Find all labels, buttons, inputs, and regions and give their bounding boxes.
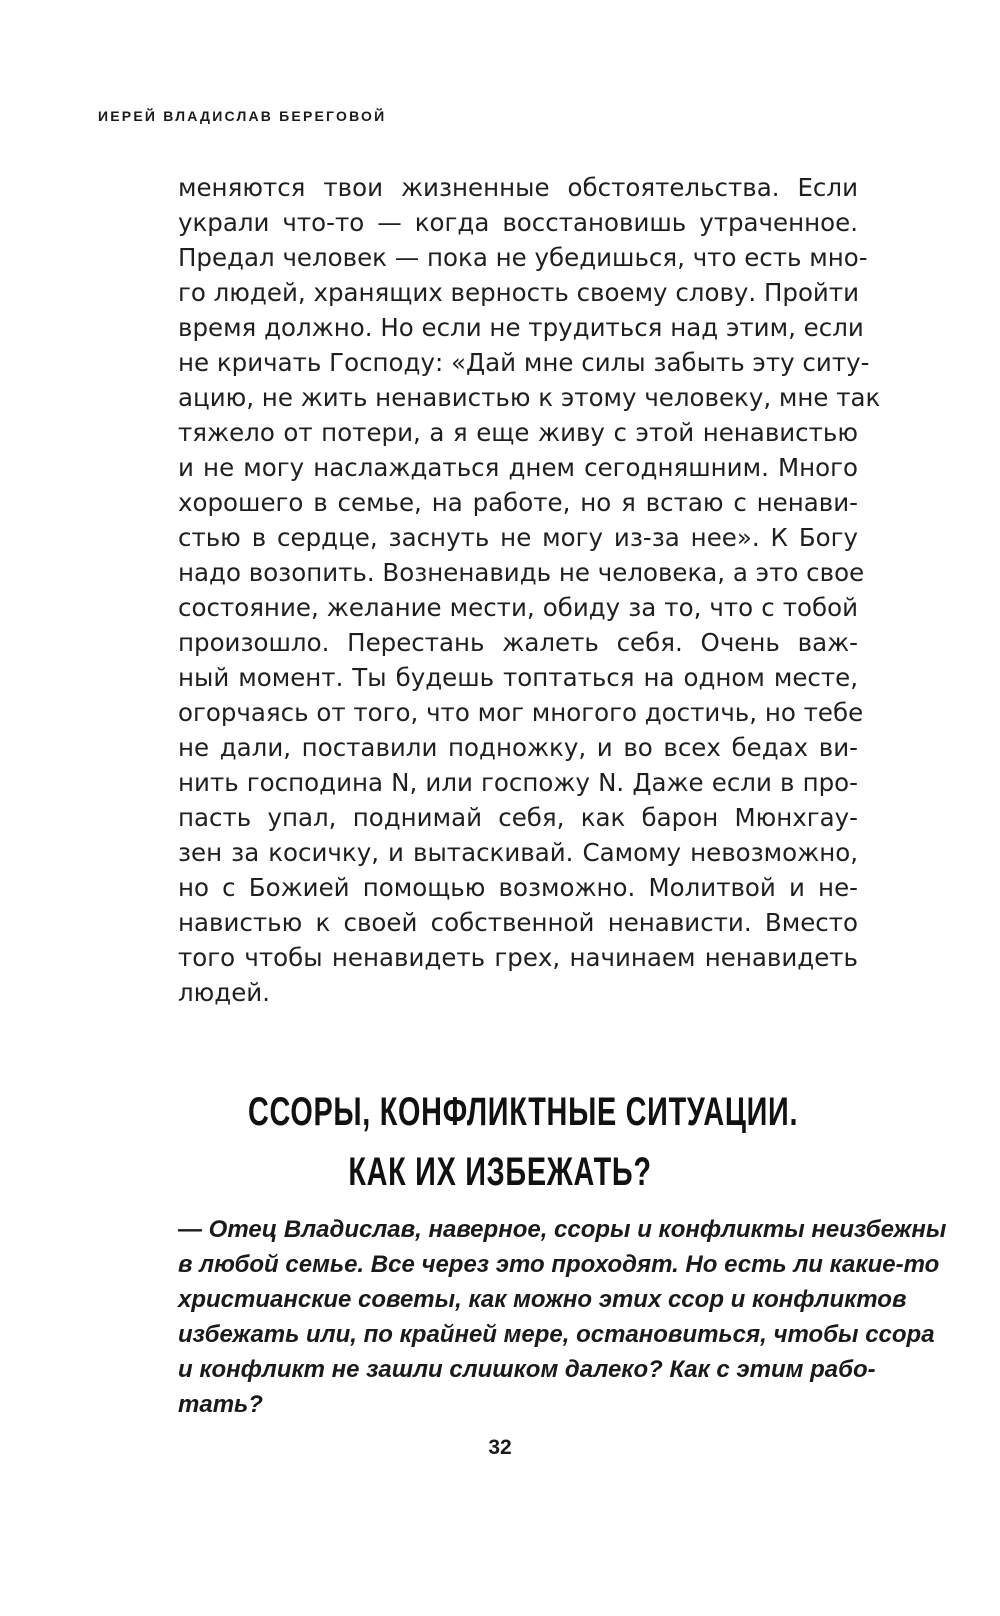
body-line: тяжело от потери, а я еще живу с этой ненавистью [178, 418, 858, 447]
body-line-last: людей. [178, 978, 271, 1007]
body-line: навистью к своей собственной ненависти. Вместо [178, 908, 858, 937]
body-line: украли что-то — когда восстановишь утраченное. [178, 208, 858, 237]
body-line: меняются твои жизненные обстоятельства. Если [178, 173, 858, 202]
body-line: не кричать Господу: «Дай мне силы забыть эту ситу- [178, 348, 870, 377]
page-number: 32 [488, 1436, 512, 1459]
body-paragraph [178, 170, 881, 1010]
body-line: хорошего в семье, на работе, но я встаю с ненави- [178, 488, 858, 517]
body-line: ацию, не жить ненавистью к этому человеку, мне так [178, 383, 881, 412]
body-line: состояние, желание мести, обиду за то, что с тобой [178, 593, 858, 622]
body-line: но с Божией помощью возможно. Молитвой и не- [178, 873, 858, 902]
question-line: избежать или, по крайней мере, остановиться, чтобы ссора [178, 1321, 935, 1348]
body-line: произошло. Перестань жалеть себя. Очень важ- [178, 628, 858, 657]
body-line: го людей, хранящих верность своему слову. Пройти [178, 278, 860, 307]
body-line: огорчаясь от того, что мог многого достичь, но тебе [178, 698, 864, 727]
body-line: и не могу наслаждаться днем сегодняшним. Много [178, 453, 858, 482]
section-heading-line: ССОРЫ, КОНФЛИКТНЫЕ СИТУАЦИИ. [247, 1090, 799, 1134]
question-line: в любой семье. Все через это проходят. Но есть ли какие-то [178, 1251, 940, 1278]
body-line: стью в сердце, заснуть не могу из-за нее». К Богу [178, 523, 858, 552]
interviewer-question [178, 1212, 947, 1422]
body-line: зен за косичку, и вытаскивай. Самому невозможно, [178, 838, 858, 867]
question-line: и конфликт не зашли слишком далеко? Как с этим рабо- [178, 1356, 876, 1383]
body-line: надо возопить. Возненавидь не человека, а это свое [178, 558, 865, 587]
body-line: ный момент. Ты будешь топтаться на одном месте, [178, 663, 858, 692]
question-line: христианские советы, как можно этих ссор и конфликтов [178, 1286, 907, 1313]
running-header: ИЕРЕЙ ВЛАДИСЛАВ БЕРЕГОВОЙ [98, 108, 387, 124]
body-line: пасть упал, поднимай себя, как барон Мюнхгау- [178, 803, 858, 832]
body-line: время должно. Но если не трудиться над этим, если [178, 313, 864, 342]
body-line: того чтобы ненавидеть грех, начинаем ненавидеть [178, 943, 858, 972]
question-line-last: тать? [178, 1391, 263, 1418]
body-line: не дали, поставили подножку, и во всех бедах ви- [178, 733, 858, 762]
section-heading-line: КАК ИХ ИЗБЕЖАТЬ? [348, 1150, 652, 1194]
body-line: нить господина N, или госпожу N. Даже если в про- [178, 768, 858, 797]
body-line: Предал человек — пока не убедишься, что есть мно- [178, 243, 868, 272]
section-heading [247, 1082, 799, 1202]
question-line: — Отец Владислав, наверное, ссоры и конфликты неизбежны [178, 1216, 947, 1243]
